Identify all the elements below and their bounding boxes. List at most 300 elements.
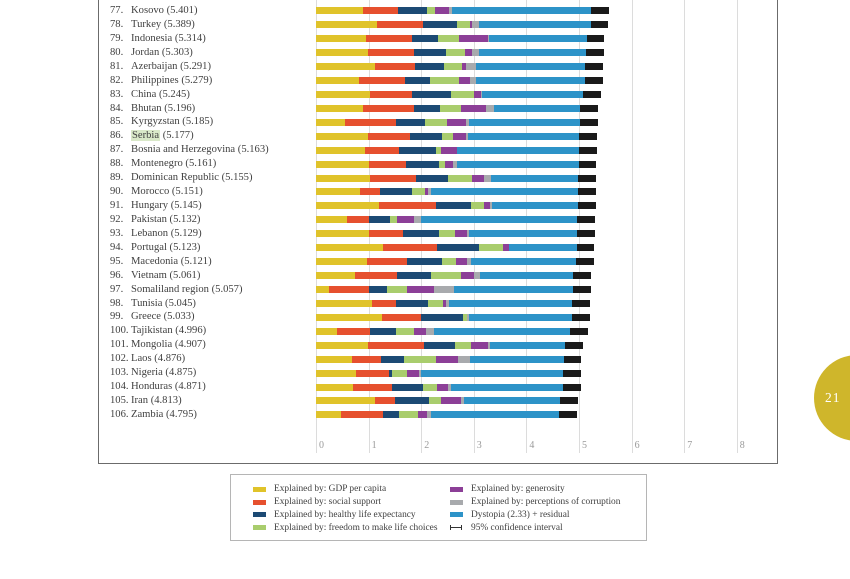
- bar-segment-dystopia: [491, 175, 587, 182]
- bar-segment-social: [375, 63, 415, 70]
- bar-segment-gdp: [316, 342, 368, 349]
- bar-segment-dystopia: [492, 202, 587, 209]
- bar-segment-gdp: [316, 175, 370, 182]
- bar-segment-gdp: [316, 216, 347, 223]
- country-label: [110, 269, 200, 283]
- country-score: (4.813): [148, 395, 182, 407]
- bar-segment-freedom: [471, 202, 485, 209]
- bar-segment-gdp: [316, 7, 363, 14]
- x-axis-tick: 2: [424, 440, 430, 451]
- chart-row: [98, 366, 777, 380]
- country-name: Philippines: [131, 74, 179, 86]
- country-label: [110, 324, 206, 338]
- bar-segment-dystopia: [469, 230, 586, 237]
- country-label: [110, 74, 212, 88]
- legend-label: 95% confidence interval: [471, 522, 563, 533]
- country-label: [110, 157, 216, 171]
- country-name: Tajikistan: [131, 325, 173, 337]
- bar-segment-freedom: [396, 328, 414, 335]
- bar-segment-generosity: [418, 411, 427, 418]
- bar-segment-health: [416, 175, 447, 182]
- bar-segment-dystopia: [451, 384, 572, 391]
- bar-segment-gdp: [316, 328, 337, 335]
- bar-segment-freedom: [439, 230, 455, 237]
- bar-segment-social: [363, 105, 414, 112]
- bar-segment-social: [345, 119, 395, 126]
- bar-segment-dystopia: [454, 286, 582, 293]
- chart-row: [98, 171, 777, 185]
- x-axis-tick: 7: [687, 440, 693, 451]
- bar-segment-corruption: [426, 328, 434, 335]
- bar-segment-generosity: [435, 7, 450, 14]
- country-name: Iran: [131, 395, 149, 407]
- bar-segment-freedom: [444, 63, 463, 70]
- country-score: (4.875): [162, 367, 197, 379]
- bar-segment-gdp: [316, 300, 372, 307]
- stacked-bar: [316, 7, 600, 14]
- country-rank: 85.: [110, 116, 124, 128]
- bar-segment-generosity: [471, 342, 488, 349]
- bar-segment-gdp: [316, 272, 355, 279]
- confidence-interval-whisker: [591, 7, 609, 14]
- country-label: [110, 408, 197, 422]
- confidence-interval-whisker: [580, 105, 598, 112]
- bar-segment-generosity: [455, 230, 467, 237]
- legend-swatch-generosity: [450, 487, 463, 492]
- country-score: (5.177): [160, 130, 194, 142]
- country-name: Laos: [131, 353, 152, 365]
- chart-row: [98, 227, 777, 241]
- bar-segment-dystopia: [476, 63, 594, 70]
- bar-segment-dystopia: [431, 411, 568, 418]
- stacked-bar: [316, 300, 581, 307]
- country-name: Somaliland region: [131, 283, 209, 295]
- country-score: (5.314): [172, 32, 206, 44]
- bar-segment-health: [396, 119, 425, 126]
- confidence-interval-whisker: [585, 77, 603, 84]
- bar-segment-generosity: [397, 216, 415, 223]
- country-rank: 83.: [110, 88, 124, 100]
- bar-segment-dystopia: [469, 119, 589, 126]
- country-score: (5.033): [161, 311, 195, 323]
- country-label: [110, 394, 182, 408]
- country-label: [110, 60, 211, 74]
- bar-segment-dystopia: [494, 105, 589, 112]
- bar-segment-gdp: [316, 230, 369, 237]
- bar-segment-freedom: [451, 91, 474, 98]
- legend-swatch-freedom: [253, 525, 266, 530]
- country-name: Hungary: [131, 200, 169, 212]
- confidence-interval-whisker: [578, 175, 596, 182]
- bar-segment-health: [412, 91, 451, 98]
- bar-segment-gdp: [316, 105, 363, 112]
- stacked-bar: [316, 384, 572, 391]
- bar-segment-dystopia: [509, 244, 585, 251]
- confidence-interval-whisker: [577, 230, 595, 237]
- country-label: [110, 185, 203, 199]
- legend-item: [253, 496, 450, 509]
- x-axis-tick: 5: [582, 440, 587, 451]
- stacked-bar: [316, 370, 572, 377]
- bar-segment-social: [341, 411, 383, 418]
- country-name: Nigeria: [131, 367, 163, 379]
- bar-segment-gdp: [316, 356, 352, 363]
- country-score: (5.163): [235, 144, 269, 156]
- bar-segment-dystopia: [476, 77, 594, 84]
- legend-label: Explained by: healthy life expectancy: [274, 509, 416, 520]
- country-name: Bosnia and Herzegovina: [131, 144, 236, 156]
- bar-segment-freedom: [448, 175, 472, 182]
- bar-segment-social: [382, 314, 422, 321]
- confidence-interval-whisker: [573, 286, 591, 293]
- stacked-bar: [316, 35, 595, 42]
- chart-row: [98, 18, 777, 32]
- stacked-bar: [316, 244, 585, 251]
- country-label: [110, 143, 269, 157]
- bar-segment-social: [365, 147, 399, 154]
- bar-segment-freedom: [404, 356, 435, 363]
- legend-item: [450, 483, 640, 496]
- bar-segment-dystopia: [464, 397, 569, 404]
- chart-row: [98, 352, 777, 366]
- bar-segment-freedom: [440, 105, 461, 112]
- chart-row: [98, 283, 777, 297]
- legend: [230, 474, 647, 541]
- bar-segment-dystopia: [452, 7, 600, 14]
- confidence-interval-whisker: [578, 188, 596, 195]
- bar-segment-gdp: [316, 397, 375, 404]
- chart-row: [98, 269, 777, 283]
- confidence-interval-whisker: [563, 370, 581, 377]
- country-score: (5.061): [166, 269, 201, 281]
- country-name: Portugal: [131, 241, 167, 253]
- stacked-bar: [316, 175, 587, 182]
- country-name: Azerbaijan: [131, 60, 178, 72]
- country-score: (4.871): [172, 381, 206, 393]
- country-score: (5.291): [177, 60, 212, 72]
- bar-segment-freedom: [438, 35, 459, 42]
- country-name: Greece: [131, 311, 161, 323]
- bar-segment-health: [414, 49, 446, 56]
- chart-row: [98, 102, 777, 116]
- country-rank: 88.: [110, 158, 124, 170]
- chart-row: [98, 46, 777, 60]
- confidence-interval-whisker: [587, 35, 605, 42]
- country-rank: 79.: [110, 32, 124, 44]
- bar-segment-generosity: [407, 286, 434, 293]
- country-rank: 104.: [110, 381, 129, 393]
- bar-segment-freedom: [429, 397, 441, 404]
- country-label: [110, 171, 253, 185]
- country-score: (5.155): [218, 172, 253, 184]
- stacked-bar: [316, 272, 582, 279]
- legend-label: Explained by: GDP per capita: [274, 484, 387, 495]
- country-rank: 90.: [110, 186, 124, 198]
- country-name: Pakistan: [131, 213, 167, 225]
- country-rank: 96.: [110, 269, 124, 281]
- bar-segment-health: [403, 230, 440, 237]
- country-name: Jordan: [131, 46, 160, 58]
- country-score: (5.245): [156, 88, 190, 100]
- chart-row: [98, 199, 777, 213]
- bar-segment-social: [383, 244, 437, 251]
- country-name: Macedonia: [131, 255, 179, 267]
- bar-segment-social: [352, 356, 381, 363]
- bar-segment-health: [415, 63, 444, 70]
- bar-segment-gdp: [316, 244, 383, 251]
- legend-item: [450, 509, 640, 522]
- bar-segment-generosity: [441, 147, 457, 154]
- bar-segment-social: [370, 175, 416, 182]
- bar-segment-freedom: [387, 286, 408, 293]
- legend-label: Dystopia (2.33) + residual: [471, 509, 570, 520]
- chart-row: [98, 380, 777, 394]
- bar-segment-dystopia: [489, 35, 596, 42]
- country-name: Morocco: [131, 186, 170, 198]
- country-score: (5.132): [166, 213, 201, 225]
- bar-segment-social: [329, 286, 369, 293]
- stacked-bar: [316, 49, 595, 56]
- stacked-bar: [316, 91, 592, 98]
- stacked-bar: [316, 397, 569, 404]
- country-score: (5.129): [168, 227, 202, 239]
- confidence-interval-whisker: [559, 411, 577, 418]
- bar-segment-gdp: [316, 35, 366, 42]
- bar-segment-dystopia: [490, 342, 574, 349]
- bar-segment-generosity: [472, 175, 484, 182]
- legend-label: Explained by: social support: [274, 497, 382, 508]
- country-rank: 98.: [110, 297, 124, 309]
- confidence-interval-whisker: [591, 21, 609, 28]
- confidence-interval-whisker: [560, 397, 578, 404]
- bar-segment-health: [380, 188, 412, 195]
- bar-segment-health: [414, 105, 440, 112]
- legend-swatch-health: [253, 512, 266, 517]
- bar-segment-health: [369, 286, 386, 293]
- x-axis-tick: 1: [371, 440, 377, 451]
- stacked-bar: [316, 202, 587, 209]
- x-axis-tick: 3: [476, 440, 482, 451]
- page-number: 21: [825, 390, 841, 405]
- country-label: [110, 297, 196, 311]
- bar-segment-social: [368, 133, 409, 140]
- country-name: Serbia: [132, 130, 160, 142]
- country-label: [110, 352, 185, 366]
- country-rank: 86.: [110, 130, 124, 142]
- bar-segment-social: [370, 91, 412, 98]
- bar-segment-dystopia: [457, 147, 588, 154]
- stacked-bar: [316, 258, 585, 265]
- chart-row: [98, 88, 777, 102]
- confidence-interval-whisker: [565, 342, 583, 349]
- bar-segment-gdp: [316, 49, 368, 56]
- bar-segment-health: [370, 328, 397, 335]
- bar-segment-gdp: [316, 63, 375, 70]
- country-label: [110, 46, 193, 60]
- confidence-interval-whisker: [579, 161, 597, 168]
- country-score: (5.196): [161, 102, 196, 114]
- bar-segment-health: [421, 314, 463, 321]
- country-score: (4.795): [163, 408, 197, 420]
- country-label: [110, 88, 190, 102]
- bar-segment-social: [379, 202, 436, 209]
- bar-segment-health: [436, 202, 471, 209]
- bar-segment-gdp: [316, 119, 345, 126]
- bar-segment-social: [353, 384, 393, 391]
- stacked-bar: [316, 21, 599, 28]
- chart-row: [98, 60, 777, 74]
- country-rank: 77.: [110, 5, 124, 16]
- country-score: (4.996): [172, 325, 207, 337]
- bar-segment-health: [397, 272, 432, 279]
- bar-segment-social: [366, 35, 412, 42]
- bar-segment-health: [406, 161, 440, 168]
- legend-label: Explained by: perceptions of corruption: [471, 497, 621, 508]
- country-rank: 94.: [110, 241, 124, 253]
- bar-segment-dystopia: [479, 49, 595, 56]
- country-score: (4.907): [172, 339, 206, 351]
- bar-segment-gdp: [316, 370, 356, 377]
- bar-segment-gdp: [316, 314, 382, 321]
- chart-row: [98, 408, 777, 422]
- legend-item: [450, 496, 640, 509]
- country-rank: 91.: [110, 200, 124, 212]
- country-rank: 97.: [110, 283, 124, 295]
- country-rank: 105.: [110, 395, 129, 407]
- bar-segment-health: [399, 147, 436, 154]
- chart-row: [98, 129, 777, 143]
- country-score: (5.389): [161, 18, 195, 30]
- bar-segment-freedom: [457, 21, 470, 28]
- bar-segment-corruption: [466, 63, 475, 70]
- bar-segment-gdp: [316, 133, 368, 140]
- bar-segment-dystopia: [457, 161, 587, 168]
- confidence-interval-whisker: [580, 119, 598, 126]
- bar-segment-dystopia: [480, 272, 582, 279]
- stacked-bar: [316, 411, 568, 418]
- bar-segment-social: [372, 300, 396, 307]
- bar-segment-gdp: [316, 21, 377, 28]
- page-number-badge: [814, 355, 850, 441]
- bar-segment-health: [423, 21, 457, 28]
- bar-segment-freedom: [392, 370, 407, 377]
- country-label: [110, 4, 198, 18]
- country-label: [110, 310, 195, 324]
- country-rank: 101.: [110, 339, 129, 351]
- bar-segment-generosity: [465, 49, 473, 56]
- bar-segment-social: [369, 161, 406, 168]
- country-score: (5.161): [182, 158, 217, 170]
- country-rank: 81.: [110, 60, 124, 72]
- bar-segment-social: [369, 230, 403, 237]
- country-rank: 103.: [110, 367, 129, 379]
- country-name: Tunisia: [131, 297, 163, 309]
- chart-row: [98, 115, 777, 129]
- country-label: [110, 32, 206, 46]
- bar-segment-social: [377, 21, 423, 28]
- bar-segment-health: [407, 258, 443, 265]
- stacked-bar: [316, 188, 587, 195]
- x-axis-tick: 6: [634, 440, 640, 451]
- bar-segment-health: [396, 300, 428, 307]
- country-name: Bhutan: [131, 102, 162, 114]
- bar-segment-generosity: [436, 356, 458, 363]
- legend-swatch-dystopia: [450, 512, 463, 517]
- confidence-interval-whisker: [579, 133, 597, 140]
- country-rank: 95.: [110, 255, 124, 267]
- legend-item: [253, 483, 450, 496]
- chart-row: [98, 157, 777, 171]
- bar-segment-gdp: [316, 91, 370, 98]
- chart-row: [98, 213, 777, 227]
- country-label: [110, 283, 243, 297]
- bar-segment-corruption: [486, 105, 494, 112]
- bar-segment-social: [368, 342, 424, 349]
- bar-segment-freedom: [479, 244, 503, 251]
- x-axis-tick: 4: [529, 440, 535, 451]
- bar-segment-dystopia: [468, 133, 588, 140]
- country-name: Indonesia: [131, 32, 173, 44]
- country-label: [110, 227, 202, 241]
- bar-segment-social: [375, 397, 395, 404]
- confidence-interval-whisker: [585, 63, 603, 70]
- bar-segment-gdp: [316, 286, 329, 293]
- stacked-bar: [316, 133, 588, 140]
- bar-segment-generosity: [447, 119, 467, 126]
- country-rank: 100.: [110, 325, 129, 337]
- bar-segment-dystopia: [421, 370, 572, 377]
- bar-segment-freedom: [446, 49, 465, 56]
- bar-segment-corruption: [472, 49, 479, 56]
- country-label: [110, 115, 213, 129]
- country-label: [110, 255, 212, 269]
- bar-segment-health: [410, 133, 442, 140]
- stacked-bar: [316, 314, 581, 321]
- stacked-bar: [316, 286, 582, 293]
- country-label: [110, 199, 202, 213]
- country-score: (5.123): [166, 241, 201, 253]
- bar-segment-health: [437, 244, 479, 251]
- country-score: (5.045): [162, 297, 196, 309]
- confidence-interval-whisker: [570, 328, 588, 335]
- bar-segment-freedom: [442, 258, 455, 265]
- bar-segment-generosity: [461, 272, 474, 279]
- country-score: (5.303): [159, 46, 193, 58]
- bar-segment-social: [347, 216, 369, 223]
- country-name: Lebanon: [131, 227, 169, 239]
- stacked-bar: [316, 63, 594, 70]
- bar-segment-generosity: [461, 105, 486, 112]
- confidence-interval-whisker: [564, 356, 582, 363]
- bar-segment-dystopia: [431, 188, 587, 195]
- confidence-interval-whisker: [563, 384, 581, 391]
- bar-segment-dystopia: [470, 356, 572, 363]
- confidence-interval-whisker: [586, 49, 604, 56]
- chart-row: [98, 297, 777, 311]
- country-label: [110, 18, 195, 32]
- chart-row: [98, 241, 777, 255]
- legend-item: [450, 521, 640, 534]
- country-score: (4.876): [151, 353, 186, 365]
- bar-segment-freedom: [428, 300, 443, 307]
- country-name: Montenegro: [131, 158, 183, 170]
- bar-segment-freedom: [412, 188, 425, 195]
- bar-segment-freedom: [455, 342, 471, 349]
- country-score: (5.401): [163, 5, 198, 16]
- country-rank: 99.: [110, 311, 124, 323]
- bar-segment-freedom: [423, 384, 437, 391]
- confidence-interval-whisker: [577, 216, 595, 223]
